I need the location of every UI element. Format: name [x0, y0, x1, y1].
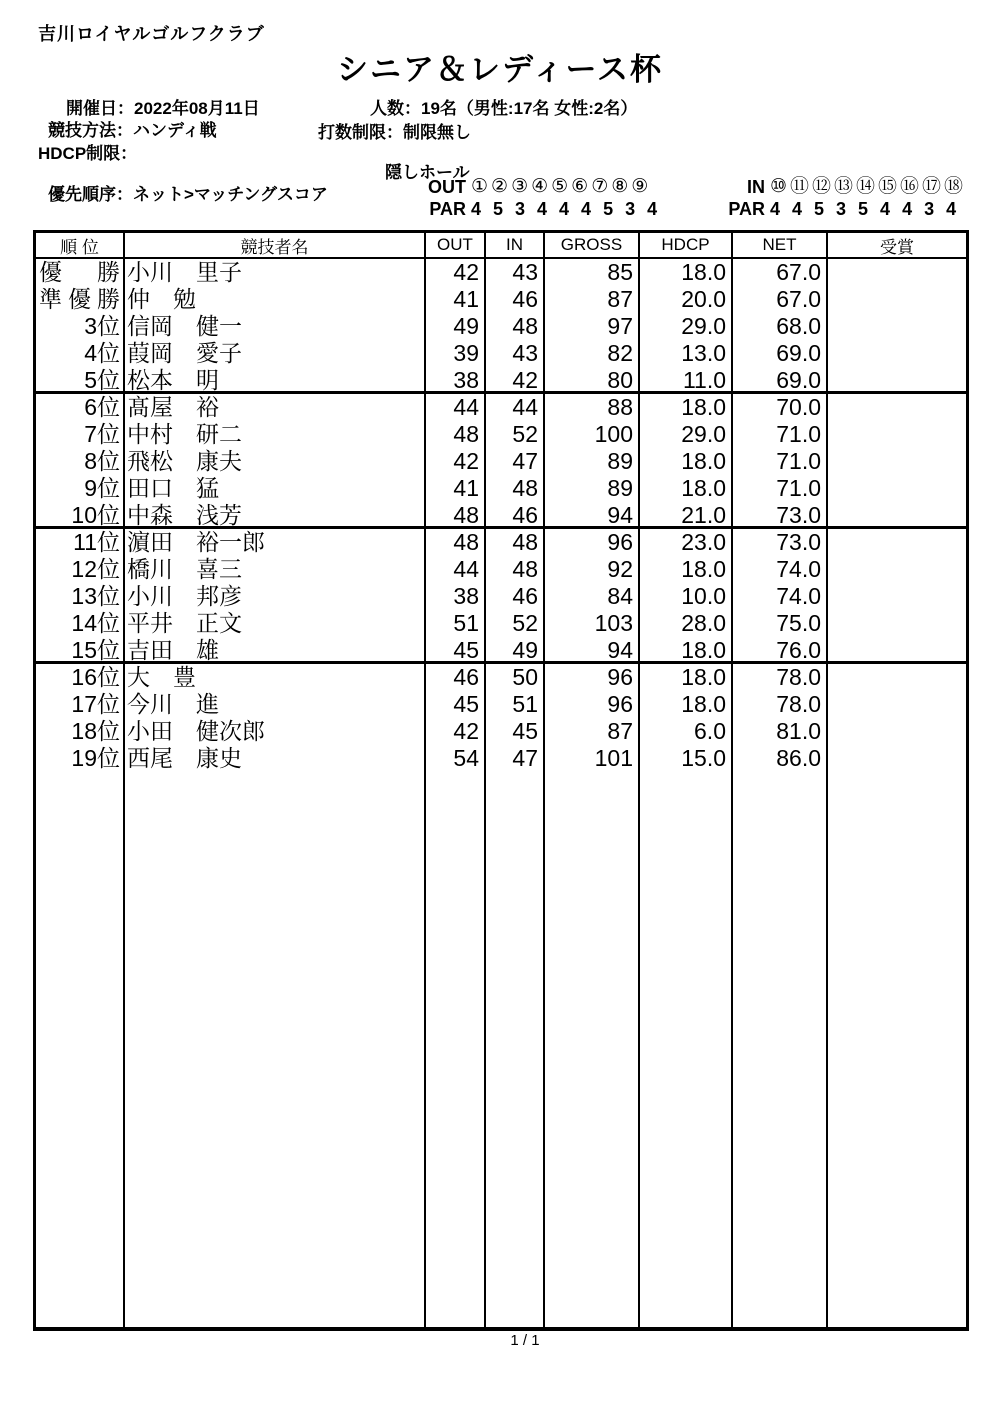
rank-cell: 10位 [71, 502, 120, 526]
table-row [36, 637, 966, 664]
stroke-limit-label: 打数制限： [318, 123, 403, 142]
net-score-cell: 81.0 [731, 718, 826, 745]
player-name-cell: 仲 勉 [123, 286, 424, 313]
player-name-cell: 小川 邦彦 [123, 583, 424, 610]
table-empty-area [36, 772, 966, 1327]
gross-score-cell: 88 [543, 394, 638, 421]
award-cell [826, 583, 966, 610]
col-header-award: 受賞 [826, 233, 966, 257]
award-cell [826, 745, 966, 772]
rank-cell: 6位 [84, 394, 120, 420]
gross-score-cell: 94 [543, 502, 638, 526]
out-score-cell: 41 [424, 286, 484, 313]
rank-cell: 15位 [71, 637, 120, 661]
in-score-cell: 45 [484, 718, 543, 745]
net-score-cell: 71.0 [731, 421, 826, 448]
out-hole-numbers: ①②③④⑤⑥⑦⑧⑨ [471, 176, 652, 197]
hdcp-cell: 18.0 [638, 259, 731, 286]
net-score-cell: 71.0 [731, 448, 826, 475]
award-cell [826, 340, 966, 367]
results-table [33, 230, 969, 1331]
hdcp-cell: 13.0 [638, 340, 731, 367]
hdcp-cell: 29.0 [638, 313, 731, 340]
award-cell [826, 313, 966, 340]
hdcp-cell: 28.0 [638, 610, 731, 637]
hdcp-cell: 18.0 [638, 691, 731, 718]
table-row [36, 529, 966, 556]
net-score-cell: 74.0 [731, 556, 826, 583]
gross-score-cell: 96 [543, 664, 638, 691]
competition-method-value: ハンディ戦 [133, 121, 217, 140]
out-score-cell: 42 [424, 259, 484, 286]
hdcp-cell: 18.0 [638, 664, 731, 691]
field-hdcp-limit [38, 144, 137, 164]
out-score-cell: 38 [424, 367, 484, 391]
award-cell [826, 556, 966, 583]
out-score-cell: 54 [424, 745, 484, 772]
table-row [36, 718, 966, 745]
empty-rank-column [36, 772, 123, 1327]
out-score-cell: 48 [424, 529, 484, 556]
priority-order-value: ネット>マッチングスコア [133, 185, 328, 204]
player-name-cell: 田口 猛 [123, 475, 424, 502]
col-header-rank: 順 位 [60, 237, 99, 257]
table-row [36, 394, 966, 421]
field-event-date [66, 99, 260, 119]
priority-order-label: 優先順序： [48, 185, 133, 204]
empty-gross-column [543, 772, 638, 1327]
hdcp-cell: 18.0 [638, 394, 731, 421]
award-cell [826, 502, 966, 526]
net-score-cell: 76.0 [731, 637, 826, 661]
in-score-cell: 48 [484, 529, 543, 556]
in-score-cell: 48 [484, 556, 543, 583]
rank-cell: 16位 [71, 664, 120, 690]
hidden-hole-in-block [727, 176, 966, 220]
hdcp-cell: 10.0 [638, 583, 731, 610]
hidden-hole-out-block [428, 176, 661, 220]
rank-cell: 17位 [71, 691, 120, 717]
table-row [36, 340, 966, 367]
award-cell [826, 637, 966, 661]
net-score-cell: 67.0 [731, 286, 826, 313]
player-name-cell: 髙屋 裕 [123, 394, 424, 421]
net-score-cell: 74.0 [731, 583, 826, 610]
net-score-cell: 78.0 [731, 664, 826, 691]
net-score-cell: 69.0 [731, 367, 826, 391]
event-date-label: 開催日： [66, 99, 134, 118]
gross-score-cell: 94 [543, 637, 638, 661]
page-title: シニア＆レディース杯 [337, 52, 663, 87]
col-header-out: OUT [424, 233, 484, 257]
empty-net-column [731, 772, 826, 1327]
rank-cell: 14位 [71, 610, 120, 636]
player-name-cell: 大 豊 [123, 664, 424, 691]
award-cell [826, 529, 966, 556]
col-header-gross: GROSS [543, 233, 638, 257]
net-score-cell: 73.0 [731, 529, 826, 556]
table-row [36, 583, 966, 610]
hdcp-cell: 18.0 [638, 448, 731, 475]
net-score-cell: 71.0 [731, 475, 826, 502]
net-score-cell: 69.0 [731, 340, 826, 367]
award-cell [826, 475, 966, 502]
in-score-cell: 46 [484, 286, 543, 313]
in-hole-numbers: ⑩⑪⑫⑬⑭⑮⑯⑰⑱ [770, 176, 967, 197]
net-score-cell: 75.0 [731, 610, 826, 637]
out-label: OUT [428, 177, 466, 197]
player-name-cell: 西尾 康史 [123, 745, 424, 772]
col-header-net: NET [731, 233, 826, 257]
award-cell [826, 421, 966, 448]
field-competition-method [48, 121, 217, 141]
club-name: 吉川ロイヤルゴルフクラブ [38, 24, 265, 44]
net-score-cell: 78.0 [731, 691, 826, 718]
player-name-cell: 橋川 喜三 [123, 556, 424, 583]
table-row [36, 313, 966, 340]
gross-score-cell: 80 [543, 367, 638, 391]
table-body [36, 259, 966, 772]
table-row [36, 664, 966, 691]
in-score-cell: 52 [484, 610, 543, 637]
out-score-cell: 44 [424, 556, 484, 583]
gross-score-cell: 87 [543, 286, 638, 313]
player-name-cell: 平井 正文 [123, 610, 424, 637]
out-score-cell: 42 [424, 448, 484, 475]
net-score-cell: 70.0 [731, 394, 826, 421]
empty-in-column [484, 772, 543, 1327]
page-number: 1 / 1 [510, 1332, 540, 1349]
out-score-cell: 46 [424, 664, 484, 691]
table-row [36, 367, 966, 394]
in-score-cell: 43 [484, 259, 543, 286]
award-cell [826, 664, 966, 691]
player-name-cell: 中村 研二 [123, 421, 424, 448]
hidden-hole-heading: 隠しホール [385, 163, 470, 182]
stroke-limit-value: 制限無し [403, 123, 471, 142]
net-score-cell: 86.0 [731, 745, 826, 772]
in-score-cell: 49 [484, 637, 543, 661]
rank-cell: 5位 [84, 367, 120, 391]
empty-out-column [424, 772, 484, 1327]
participant-count-value: 19名（男性:17名 女性:2名） [421, 99, 638, 118]
table-row [36, 475, 966, 502]
out-score-cell: 45 [424, 691, 484, 718]
rank-cell: 4位 [84, 340, 120, 366]
player-name-cell: 小川 里子 [123, 259, 424, 286]
table-row [36, 448, 966, 475]
hdcp-cell: 18.0 [638, 556, 731, 583]
in-score-cell: 50 [484, 664, 543, 691]
rank-cell: 3位 [84, 313, 120, 339]
net-score-cell: 68.0 [731, 313, 826, 340]
award-cell [826, 367, 966, 391]
field-participant-count [370, 99, 637, 119]
out-par-values: 4 5 3 4 4 4 5 3 4 [471, 199, 661, 219]
rank-cell: 18位 [71, 718, 120, 744]
hdcp-cell: 29.0 [638, 421, 731, 448]
hdcp-cell: 18.0 [638, 637, 731, 661]
gross-score-cell: 96 [543, 529, 638, 556]
out-score-cell: 42 [424, 718, 484, 745]
empty-player-column [123, 772, 424, 1327]
player-name-cell: 飛松 康夫 [123, 448, 424, 475]
hdcp-cell: 23.0 [638, 529, 731, 556]
table-row [36, 610, 966, 637]
gross-score-cell: 85 [543, 259, 638, 286]
rank-cell: 7位 [84, 421, 120, 447]
net-score-cell: 73.0 [731, 502, 826, 526]
field-stroke-limit [318, 123, 471, 143]
player-name-cell: 今川 進 [123, 691, 424, 718]
table-row [36, 259, 966, 286]
table-row [36, 421, 966, 448]
out-score-cell: 39 [424, 340, 484, 367]
in-score-cell: 48 [484, 475, 543, 502]
award-cell [826, 691, 966, 718]
rank-cell: 9位 [84, 475, 120, 501]
player-name-cell: 信岡 健一 [123, 313, 424, 340]
hdcp-cell: 11.0 [638, 367, 731, 391]
gross-score-cell: 89 [543, 448, 638, 475]
col-header-in: IN [484, 233, 543, 257]
award-cell [826, 718, 966, 745]
out-score-cell: 38 [424, 583, 484, 610]
gross-score-cell: 97 [543, 313, 638, 340]
hdcp-cell: 6.0 [638, 718, 731, 745]
table-header-row [36, 233, 966, 259]
empty-hdcp-column [638, 772, 731, 1327]
rank-cell: 11位 [73, 529, 120, 555]
rank-cell: 19位 [71, 745, 120, 771]
col-header-player: 競技者名 [123, 233, 424, 257]
gross-score-cell: 87 [543, 718, 638, 745]
player-name-cell: 松本 明 [123, 367, 424, 391]
player-name-cell: 濵田 裕一郎 [123, 529, 424, 556]
rank-cell: 12位 [71, 556, 120, 582]
participant-count-label: 人数： [370, 99, 421, 118]
event-date-value: 2022年08月11日 [134, 99, 260, 118]
out-score-cell: 45 [424, 637, 484, 661]
empty-award-column [826, 772, 966, 1327]
in-score-cell: 43 [484, 340, 543, 367]
in-score-cell: 46 [484, 502, 543, 526]
hdcp-cell: 18.0 [638, 475, 731, 502]
player-name-cell: 葭岡 愛子 [123, 340, 424, 367]
rank-cell: 13位 [71, 583, 120, 609]
competition-method-label: 競技方法： [48, 121, 133, 140]
in-score-cell: 48 [484, 313, 543, 340]
field-priority-order [48, 185, 328, 205]
out-score-cell: 44 [424, 394, 484, 421]
hdcp-cell: 21.0 [638, 502, 731, 526]
out-score-cell: 41 [424, 475, 484, 502]
in-par-label: PAR [728, 199, 765, 219]
net-score-cell: 67.0 [731, 259, 826, 286]
out-score-cell: 48 [424, 502, 484, 526]
out-score-cell: 49 [424, 313, 484, 340]
col-header-hdcp: HDCP [638, 233, 731, 257]
award-cell [826, 259, 966, 286]
hdcp-cell: 20.0 [638, 286, 731, 313]
in-score-cell: 44 [484, 394, 543, 421]
rank-cell: 準優勝 [39, 286, 120, 312]
table-row [36, 502, 966, 529]
in-score-cell: 42 [484, 367, 543, 391]
in-label: IN [747, 177, 765, 197]
award-cell [826, 448, 966, 475]
hdcp-limit-label: HDCP制限： [38, 144, 138, 163]
in-par-values: 4 4 5 3 5 4 4 3 4 [770, 199, 960, 219]
in-score-cell: 47 [484, 448, 543, 475]
table-row [36, 691, 966, 718]
player-name-cell: 吉田 雄 [123, 637, 424, 661]
table-row [36, 286, 966, 313]
gross-score-cell: 96 [543, 691, 638, 718]
in-score-cell: 46 [484, 583, 543, 610]
gross-score-cell: 84 [543, 583, 638, 610]
gross-score-cell: 103 [543, 610, 638, 637]
player-name-cell: 小田 健次郎 [123, 718, 424, 745]
gross-score-cell: 101 [543, 745, 638, 772]
gross-score-cell: 89 [543, 475, 638, 502]
in-score-cell: 47 [484, 745, 543, 772]
table-row [36, 745, 966, 772]
gross-score-cell: 100 [543, 421, 638, 448]
out-score-cell: 51 [424, 610, 484, 637]
award-cell [826, 286, 966, 313]
out-score-cell: 48 [424, 421, 484, 448]
in-score-cell: 52 [484, 421, 543, 448]
rank-cell: 8位 [84, 448, 120, 474]
hdcp-cell: 15.0 [638, 745, 731, 772]
table-row [36, 556, 966, 583]
in-score-cell: 51 [484, 691, 543, 718]
player-name-cell: 中森 浅芳 [123, 502, 424, 526]
award-cell [826, 394, 966, 421]
gross-score-cell: 82 [543, 340, 638, 367]
gross-score-cell: 92 [543, 556, 638, 583]
out-par-label: PAR [429, 199, 466, 219]
rank-cell: 優 勝 [39, 259, 120, 285]
award-cell [826, 610, 966, 637]
